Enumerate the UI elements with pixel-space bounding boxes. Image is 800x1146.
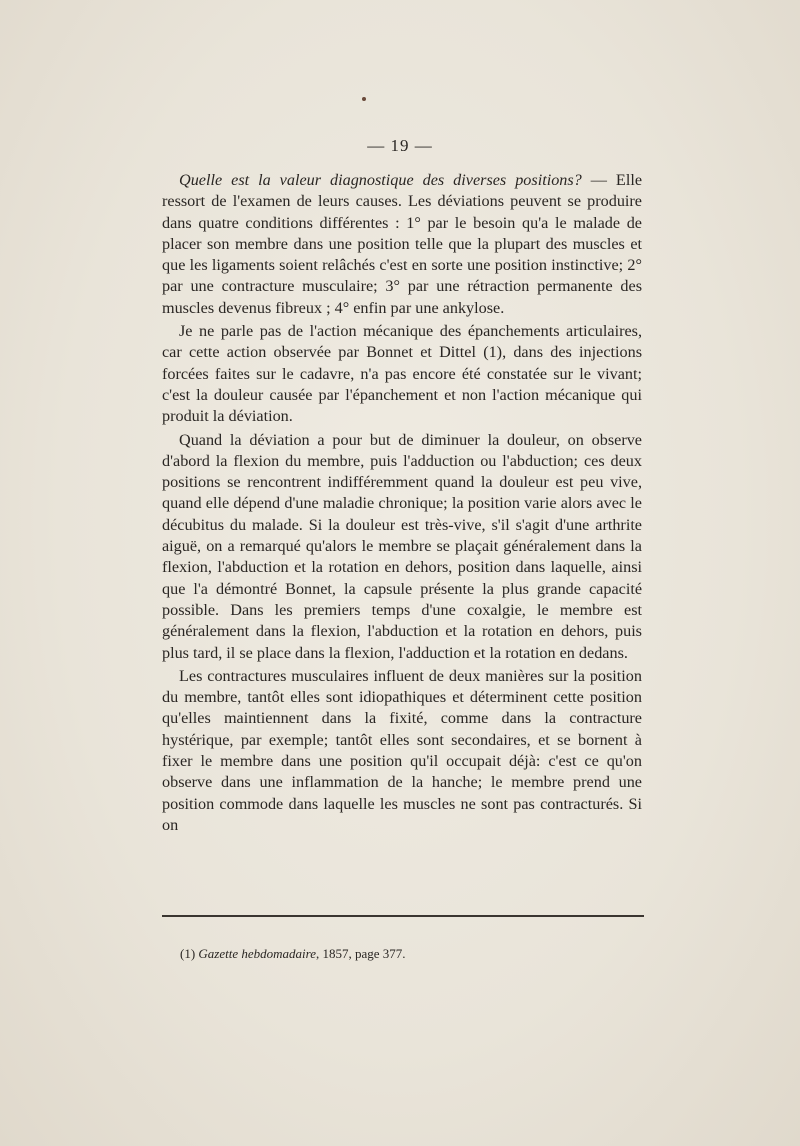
footnote-source: Gazette hebdomadaire — [198, 946, 316, 961]
paragraph-4: Les contractures musculaires influent de deux manières sur la position du membre, tantôt elles sont idiopathiques et déterminent cette position qu'elles maintiennent dans la fixité, comme dans la contracture hystérique, par exemple; tantôt elles sont secondaires, et se bornent à fixer le membre dans une position qu'il occupait déjà: c'est ce qu'on observe dans une inflammation de la hanche; le membre prend une position commode dans laquelle les muscles ne sont pas contracturés. Si on — [162, 666, 642, 834]
ink-speck — [362, 97, 366, 101]
footnote-rest: , 1857, page 377. — [316, 946, 406, 961]
paragraph-1 — [162, 170, 642, 319]
footnote — [180, 946, 640, 962]
page-number: — 19 — — [367, 136, 433, 155]
footnote-rule — [162, 915, 644, 917]
body-text — [162, 170, 642, 836]
footnote-marker: (1) — [180, 946, 196, 961]
paragraph-1-text: — Elle ressort de l'examen de leurs causes. Les déviations peuvent se produire dans quatre conditions différentes : 1° par le besoin qu'a le malade de placer son membre dans une position telle que la plupart des muscles et que les ligaments soient relâchés c'est en sorte une position instinctive; 2° par une contracture musculaire; 3° par une rétraction permanente des muscles devenus fibreux ; 4° enfin par une ankylose. — [162, 171, 643, 317]
paragraph-2: Je ne parle pas de l'action mécanique des épanchements articulaires, car cette action observée par Bonnet et Dittel (1), dans des injections forcées faites sur le cadavre, n'a pas encore été constatée sur le vivant; c'est la douleur causée par l'épanchement et non l'action mécanique qui produit la déviation. — [162, 322, 642, 426]
paragraph-3: Quand la déviation a pour but de diminuer la douleur, on observe d'abord la flexion du membre, puis l'adduction ou l'abduction; ces deux positions se rencontrent indifféremment quand la douleur est peu vive, quand elle dépend d'une maladie chronique; la position varie alors avec le décubitus du malade. Si la douleur est très-vive, s'il s'agit d'une arthrite aiguë, on a remarqué qu'alors le membre se plaçait généralement dans la flexion, l'abduction et la rotation en dehors, position dans laquelle, ainsi que l'a démontré Bonnet, la capsule présente la plus grande capacité possible. Dans les premiers temps d'une coxalgie, le membre est généralement dans la flexion, l'abduction et la rotation en dehors, puis plus tard, il se place dans la flexion, l'adduction et la rotation en dedans. — [162, 430, 642, 662]
paragraph-1-lead: Quelle est la valeur diagnostique des diverses positions? — [179, 171, 582, 189]
